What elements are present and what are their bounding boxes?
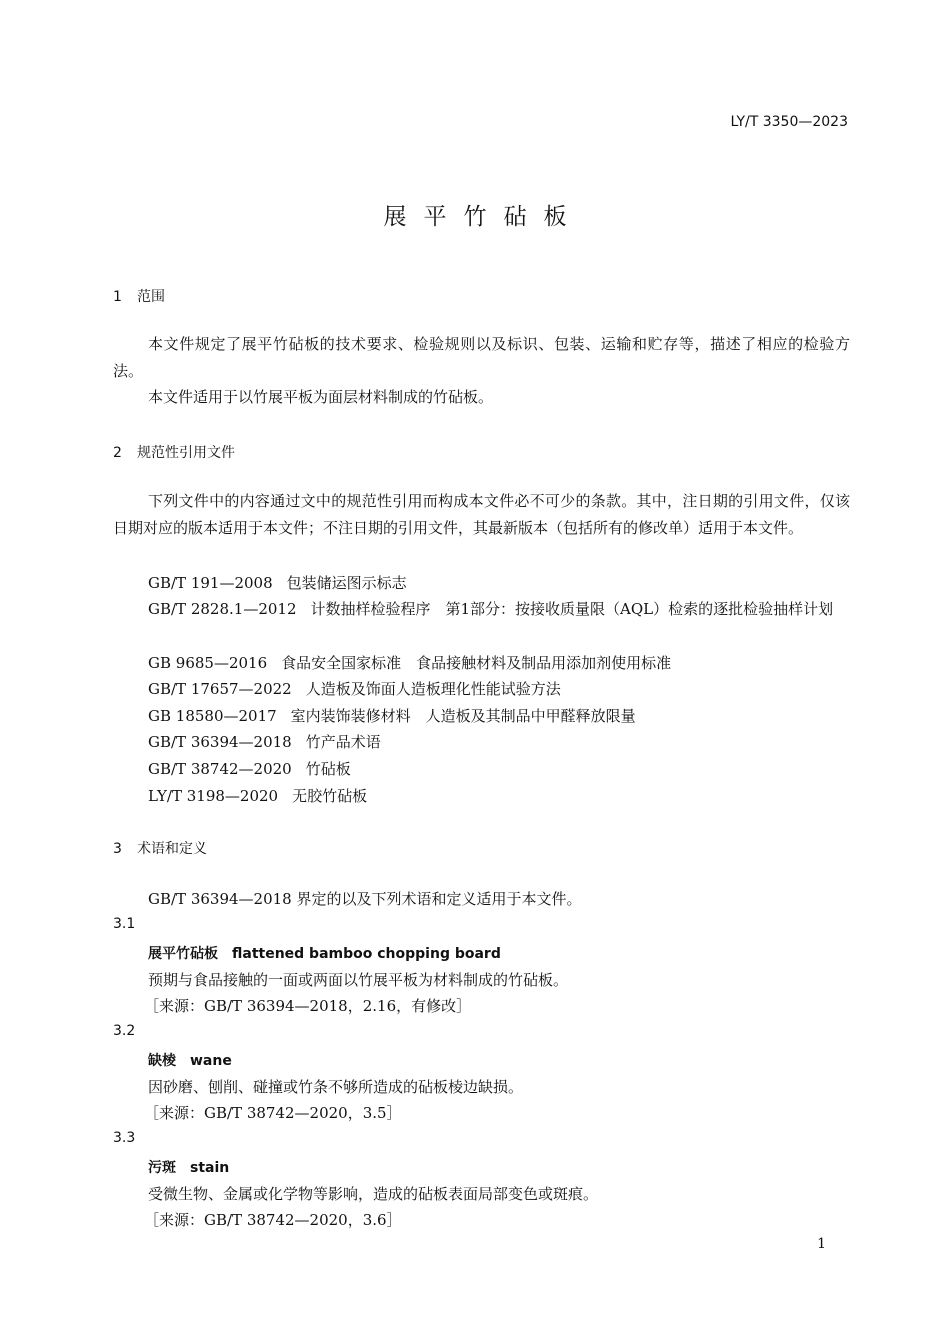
term-definition: 预期与食品接触的一面或两面以竹展平板为材料制成的竹砧板。: [148, 971, 569, 989]
page-number: 1: [817, 1236, 826, 1252]
reference-item: [148, 758, 351, 779]
paragraph: 本文件适用于以竹展平板为面层材料制成的竹砧板。: [148, 388, 494, 406]
paragraph: 下列文件中的内容通过文中的规范性引用而构成本文件必不可少的条款。其中，注日期的引用文件，仅该日期对应的版本适用于本文件；不注日期的引用文件，其最新版本（包括所有的修改单）适用于本文件。: [113, 492, 850, 537]
reference-code: GB/T 17657—2022: [148, 680, 292, 698]
term-zh: 展平竹砧板: [148, 946, 218, 962]
term-en: stain: [190, 1160, 230, 1176]
term-heading: [148, 1157, 229, 1177]
reference-code: LY/T 3198—2020: [148, 787, 279, 805]
term-definition: 因砂磨、刨削、碰撞或竹条不够所造成的砧板棱边缺损。: [148, 1078, 524, 1096]
term-heading: [148, 943, 501, 963]
reference-title: 食品安全国家标准 食品接触材料及制品用添加剂使用标准: [281, 654, 672, 672]
reference-title: 包装储运图示标志: [286, 574, 407, 592]
reference-title: 无胶竹砧板: [292, 787, 368, 805]
reference-code: GB/T 191—2008: [148, 574, 273, 592]
term-number: 3.1: [113, 916, 136, 932]
section-heading-2: [113, 442, 235, 462]
term-source: ［来源：GB/T 38742—2020，3.6］: [144, 1211, 402, 1229]
section-title: 范围: [137, 289, 165, 305]
term-en: wane: [190, 1053, 232, 1069]
reference-title: 竹砧板: [305, 760, 351, 778]
document-title: 展平竹砧板: [383, 204, 584, 230]
reference-title: 计数抽样检验程序 第1部分：按接收质量限（AQL）检索的逐批检验抽样计划: [310, 600, 834, 618]
term-number: 3.3: [113, 1130, 136, 1146]
reference-item: [148, 678, 561, 699]
reference-title: 室内装饰装修材料 人造板及其制品中甲醛释放限量: [290, 707, 636, 725]
term-zh: 污斑: [148, 1160, 176, 1176]
section-heading-1: [113, 286, 165, 306]
section-number: 1: [113, 289, 122, 305]
reference-item: [113, 596, 850, 623]
reference-item: [148, 731, 381, 752]
term-number: 3.2: [113, 1023, 136, 1039]
term-zh: 缺棱: [148, 1053, 176, 1069]
reference-code: GB/T 38742—2020: [148, 760, 292, 778]
section-number: 3: [113, 841, 122, 857]
reference-item: [148, 785, 367, 806]
term-source: ［来源：GB/T 38742—2020，3.5］: [144, 1104, 402, 1122]
paragraph: GB/T 36394—2018 界定的以及下列术语和定义适用于本文件。: [148, 890, 582, 908]
reference-item: [148, 572, 407, 593]
reference-code: GB/T 2828.1—2012: [148, 600, 297, 618]
reference-code: GB 9685—2016: [148, 654, 268, 672]
reference-title: 竹产品术语: [305, 733, 381, 751]
term-heading: [148, 1050, 232, 1070]
reference-title: 人造板及饰面人造板理化性能试验方法: [305, 680, 561, 698]
section-heading-3: [113, 838, 207, 858]
section-title: 术语和定义: [137, 841, 207, 857]
term-definition: 受微生物、金属或化学物等影响，造成的砧板表面局部变色或斑痕。: [148, 1185, 599, 1203]
paragraph: 本文件规定了展平竹砧板的技术要求、检验规则以及标识、包装、运输和贮存等，描述了相应的检验方法。: [113, 335, 850, 380]
section-number: 2: [113, 445, 122, 461]
section-title: 规范性引用文件: [137, 445, 235, 461]
standard-code: LY/T 3350—2023: [730, 114, 848, 130]
reference-code: GB 18580—2017: [148, 707, 277, 725]
reference-item: [148, 705, 636, 726]
reference-item: [148, 652, 671, 673]
term-en: flattened bamboo chopping board: [232, 946, 501, 962]
term-source: ［来源：GB/T 36394—2018，2.16，有修改］: [144, 997, 472, 1015]
reference-code: GB/T 36394—2018: [148, 733, 292, 751]
